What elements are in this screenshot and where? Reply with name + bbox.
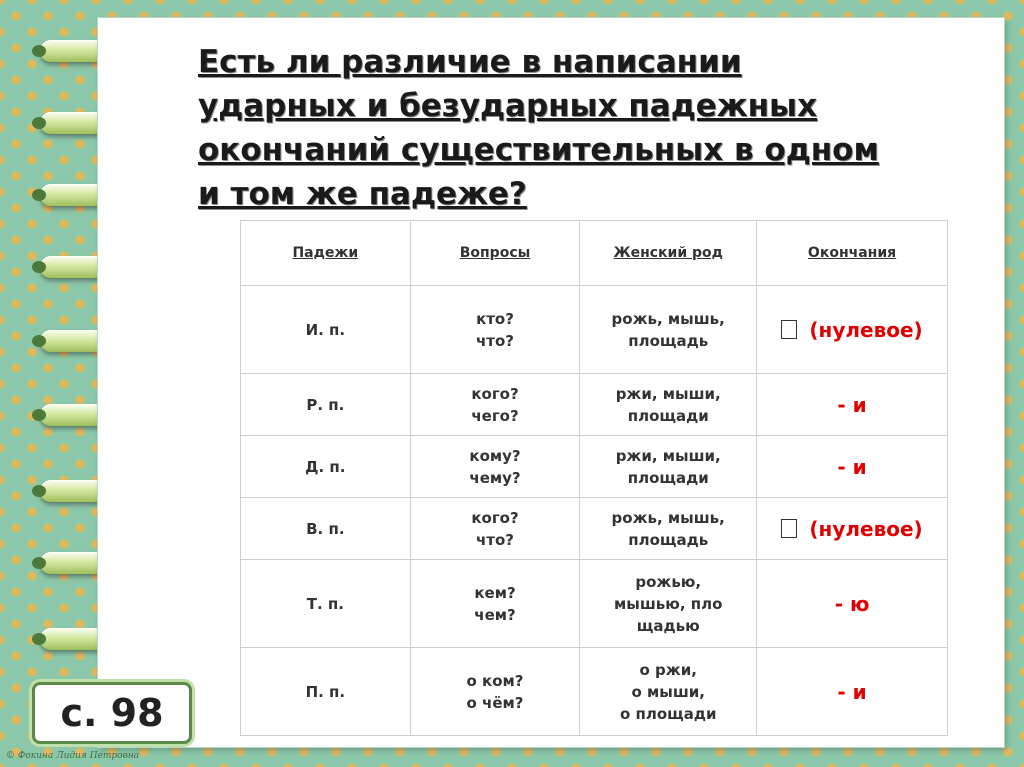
question: кем? [474,583,516,602]
question: что? [476,530,514,549]
word-form: площадь [628,331,709,350]
table-row [241,498,948,560]
ending-cell [757,436,948,498]
case-cell: Д. п. [241,436,411,498]
word-forms-cell [580,648,757,736]
word-forms-cell [580,436,757,498]
header-endings: Окончания [757,221,948,286]
ending-cell [757,498,948,560]
word-form: ржи, мыши, [615,384,721,403]
question: чего? [471,406,519,425]
question: чему? [469,468,521,487]
case-cell: В. п. [241,498,411,560]
word-forms-cell [580,286,757,374]
ending-value: - ю [834,591,870,616]
question: что? [476,331,514,350]
questions-cell [410,436,580,498]
table-row [241,286,948,374]
zero-ending-icon [781,519,797,538]
author-credit: © Фокина Лидия Петровна [6,751,140,761]
table-row [241,560,948,648]
table-header-row [241,221,948,286]
questions-cell [410,560,580,648]
case-cell: П. п. [241,648,411,736]
case-cell: Т. п. [241,560,411,648]
questions-cell [410,374,580,436]
ending-cell [757,286,948,374]
questions-cell [410,648,580,736]
ending-value: (нулевое) [809,317,923,342]
case-cell: Р. п. [241,374,411,436]
word-forms-cell [580,498,757,560]
table-row [241,374,948,436]
ending-cell [757,560,948,648]
word-form: ржи, мыши, [615,446,721,465]
question: кого? [471,384,519,403]
word-forms-cell [580,560,757,648]
table-row [241,436,948,498]
slide-title: Есть ли различие в написании ударных и безударных падежных окончаний существительных в одном и том же падеже? [198,44,879,212]
word-form: рожь, мышь, [611,309,725,328]
question: чем? [474,605,516,624]
word-forms-cell [580,374,757,436]
questions-cell [410,286,580,374]
table-row [241,648,948,736]
question: о ком? [466,671,524,690]
question: о чём? [466,693,524,712]
word-form: мышью, пло [614,594,723,613]
ending-value: (нулевое) [809,516,923,541]
word-form: площадь [628,530,709,549]
word-form: рожью, [635,572,702,591]
word-form: площади [627,468,709,487]
word-form: о ржи, [639,660,697,679]
word-form: о площади [619,704,717,723]
word-form: щадью [636,616,700,635]
question: кому? [469,446,521,465]
header-questions: Вопросы [410,221,580,286]
ending-cell [757,648,948,736]
question: кто? [476,309,514,328]
case-endings-table [240,220,948,736]
question: кого? [471,508,519,527]
ending-value: - и [837,454,867,479]
word-form: площади [627,406,709,425]
page-number-badge: с. 98 [32,682,192,744]
word-form: рожь, мышь, [611,508,725,527]
ending-value: - и [837,392,867,417]
word-form: о мыши, [631,682,705,701]
header-cases: Падежи [241,221,411,286]
zero-ending-icon [781,320,797,339]
questions-cell [410,498,580,560]
ending-value: - и [837,679,867,704]
case-cell: И. п. [241,286,411,374]
header-feminine: Женский род [580,221,757,286]
ending-cell [757,374,948,436]
